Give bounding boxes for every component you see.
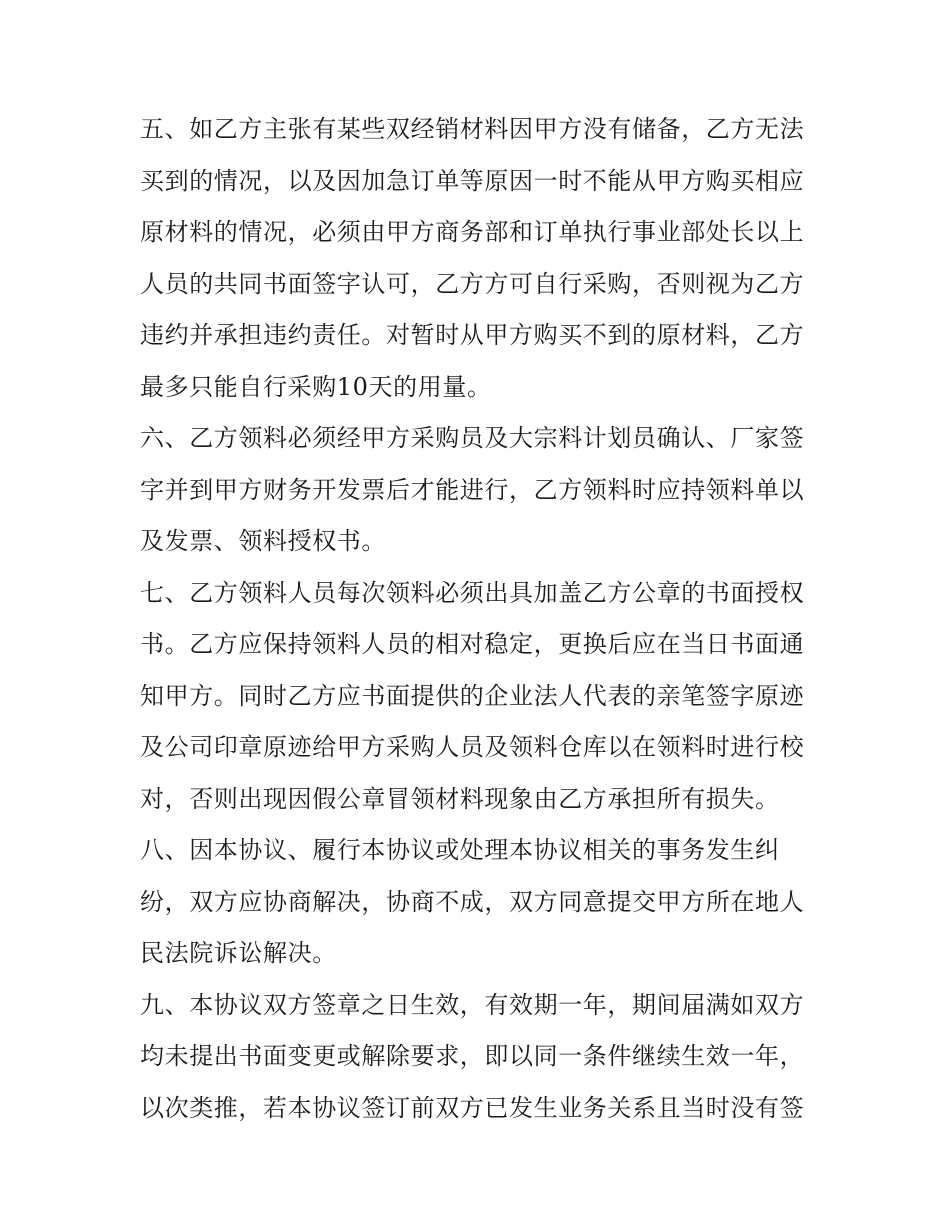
text-line: 及公司印章原迹给甲方采购人员及领料仓库以在领料时进行校 <box>140 733 805 761</box>
text-line: 以次类推，若本协议签订前双方已发生业务关系且当时没有签 <box>140 1094 805 1122</box>
text-line: 知甲方。同时乙方应书面提供的企业法人代表的亲笔签字原迹 <box>140 682 805 710</box>
text-line: 字并到甲方财务开发票后才能进行，乙方领料时应持领料单以 <box>140 476 805 504</box>
text-line: 民法院诉讼解决。 <box>140 939 337 967</box>
text-line: 书。乙方应保持领料人员的相对稳定，更换后应在当日书面通 <box>140 630 805 658</box>
text-line: 九、本协议双方签章之日生效，有效期一年，期间届满如双方 <box>140 991 805 1019</box>
text-line: 七、乙方领料人员每次领料必须出具加盖乙方公章的书面授权 <box>140 579 805 607</box>
text-line: 五、如乙方主张有某些双经销材料因甲方没有储备，乙方无法 <box>140 115 805 143</box>
text-line: 买到的情况，以及因加急订单等原因一时不能从甲方购买相应 <box>140 167 805 195</box>
text-line: 均未提出书面变更或解除要求，即以同一条件继续生效一年， <box>140 1042 805 1070</box>
text-line: 违约并承担违约责任。对暂时从甲方购买不到的原材料，乙方 <box>140 321 805 349</box>
text-line: 纷，双方应协商解决，协商不成，双方同意提交甲方所在地人 <box>140 888 805 916</box>
text-line: 及发票、领料授权书。 <box>140 527 386 555</box>
text-line: 原材料的情况，必须由甲方商务部和订单执行事业部处长以上 <box>140 218 805 246</box>
text-line: 对，否则出现因假公章冒领材料现象由乙方承担所有损失。 <box>140 785 780 813</box>
text-line: 六、乙方领料必须经甲方采购员及大宗料计划员确认、厂家签 <box>140 424 805 452</box>
text-line: 人员的共同书面签字认可，乙方方可自行采购，否则视为乙方 <box>140 270 805 298</box>
text-line: 八、因本协议、履行本协议或处理本协议相关的事务发生纠 <box>140 836 780 864</box>
text-line: 最多只能自行采购10天的用量。 <box>140 373 492 401</box>
